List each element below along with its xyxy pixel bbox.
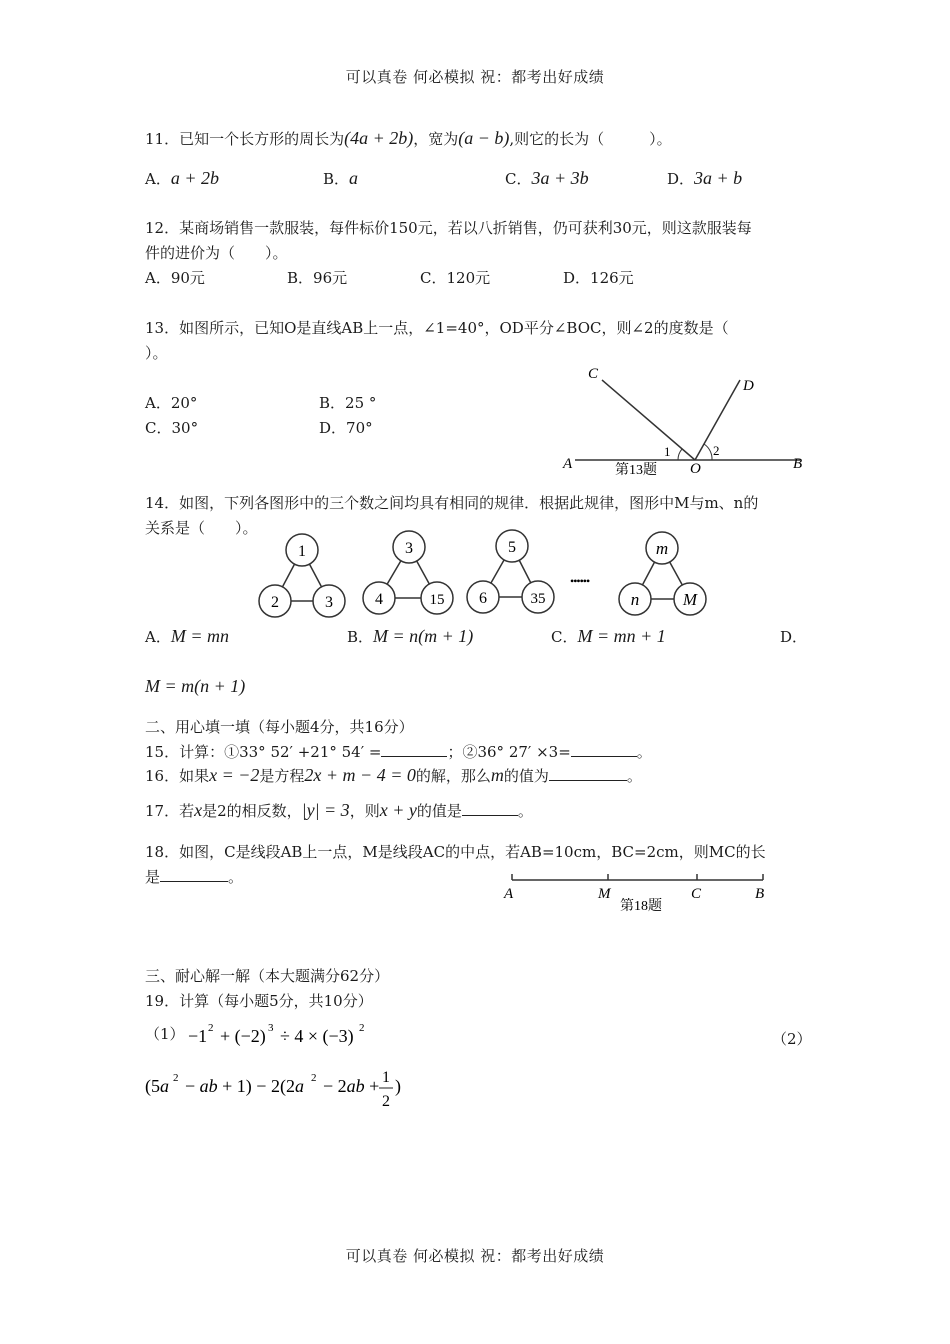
q17-part-a: 17．若 xyxy=(145,802,195,820)
angle-2-arc xyxy=(704,444,712,460)
q13-option-d[interactable]: D．70° xyxy=(319,419,373,437)
q12-option-c[interactable]: C．120元 xyxy=(420,269,491,287)
label-b: B xyxy=(793,456,803,472)
q17-abs: |y| = 3 xyxy=(301,800,350,820)
label-d: D xyxy=(743,378,754,394)
page-footer: 可以真卷 何必模拟 祝：都考出好成绩 xyxy=(345,1247,605,1265)
q17-part-e: 。 xyxy=(517,802,533,820)
q12-option-a[interactable]: A．90元 xyxy=(145,269,205,287)
t2-top: 3 xyxy=(405,540,413,557)
option-label: B． xyxy=(323,170,350,188)
q12-line1: 12．某商场销售一款服装，每件标价150元，若以八折销售，仍可获利30元，则这款服装每 xyxy=(145,219,752,237)
q13-line2: ）。 xyxy=(145,344,168,362)
svg-text:1: 1 xyxy=(382,1069,390,1086)
option-label: C． xyxy=(551,628,578,646)
t3-left: 6 xyxy=(479,590,487,607)
q18-part-a: 是 xyxy=(145,868,161,886)
option-label: C． xyxy=(505,170,532,188)
q13-line1: 13．如图所示，已知O是直线AB上一点，∠1=40°，OD平分∠BOC，则∠2的度数是（ xyxy=(145,319,729,337)
q17-part-b: 是2的相反数， xyxy=(202,802,302,820)
q11-stem: 11．已知一个长方形的周长为 xyxy=(145,130,345,148)
q17-part-c: ，则 xyxy=(349,802,380,820)
t2-left: 4 xyxy=(375,591,383,608)
svg-text:+ (−2): + (−2) xyxy=(220,1026,266,1046)
q19-part-1 xyxy=(145,1023,185,1044)
q19-expression-1 xyxy=(188,1018,408,1052)
svg-text:3: 3 xyxy=(268,1022,274,1034)
option-expr: 3a + b xyxy=(694,168,743,188)
q18-caption: 第18题 xyxy=(620,899,662,914)
section-2-title: 二、用心填一填（每小题4分，共16分） xyxy=(145,718,414,736)
q16-equation: 2x + m − 4 = 0 xyxy=(304,765,416,785)
question-11 xyxy=(145,128,672,149)
option-expr: 3a + 3b xyxy=(531,168,589,188)
q12-option-d[interactable]: D．126元 xyxy=(563,269,634,287)
q15-blank-1[interactable] xyxy=(381,742,447,757)
option-expr: a xyxy=(349,168,359,188)
ellipsis-dots: •••••• xyxy=(570,574,590,588)
q12-line2: 件的进价为（ ）。 xyxy=(145,244,288,262)
section-3-title: 三、耐心解一解（本大题满分62分） xyxy=(145,967,390,985)
angle-1-arc xyxy=(678,449,682,460)
q16-part-a: 16．如果 xyxy=(145,767,210,785)
option-expr: M = n(m + 1) xyxy=(373,626,474,646)
triangle-4 xyxy=(619,532,706,615)
svg-text:− ab + 1) − 2(2a: − ab + 1) − 2(2a xyxy=(185,1076,304,1096)
q18-figure xyxy=(498,868,778,918)
option-label: A． xyxy=(145,628,171,646)
q11-option-b[interactable] xyxy=(323,168,358,189)
q15-part-a: 15．计算：①33° 52′ +21° 54′ = xyxy=(145,743,382,761)
triangle-3 xyxy=(467,530,554,613)
q14-option-c[interactable] xyxy=(551,626,666,647)
t1-left: 2 xyxy=(271,594,279,611)
label-a: A xyxy=(504,886,514,902)
question-15 xyxy=(145,741,652,762)
q17-blank[interactable] xyxy=(462,801,518,816)
q19-part-2-label: （2） xyxy=(772,1030,812,1048)
q15-part-b: ；②36° 27′ ×3= xyxy=(447,743,571,761)
q16-part-c: 的解，那么 xyxy=(415,767,491,785)
q11-perimeter: (4a + 2b) xyxy=(344,128,414,148)
q14-option-b[interactable] xyxy=(347,626,473,647)
t3-right: 35 xyxy=(530,591,546,607)
q17-sum: x + y xyxy=(379,800,417,820)
t2-right: 15 xyxy=(429,592,445,608)
svg-text:): ) xyxy=(395,1076,401,1096)
q11-mid: ，宽为 xyxy=(413,130,459,148)
svg-text:2: 2 xyxy=(311,1072,317,1084)
svg-text:−1: −1 xyxy=(188,1026,208,1046)
q14-line1: 14．如图，下列各图形中的三个数之间均具有相同的规律．根据此规律，图形中M与m、n的 xyxy=(145,494,759,512)
q17-x: x xyxy=(194,800,203,820)
triangle-1 xyxy=(259,534,345,617)
q13-figure xyxy=(560,360,820,480)
q18-part-b: 。 xyxy=(228,868,244,886)
q11-tail: ,则它的长为（ ）。 xyxy=(509,130,672,148)
option-expr: M = mn xyxy=(170,626,229,646)
part-1-label: （1） xyxy=(145,1025,185,1043)
q13-option-b[interactable]: B．25 ° xyxy=(319,394,377,412)
q19-title: 19．计算（每小题5分，共10分） xyxy=(145,992,373,1010)
option-expr: a + 2b xyxy=(170,168,219,188)
label-angle-2: 2 xyxy=(713,443,720,458)
t1-right: 3 xyxy=(325,594,333,611)
option-label: D． xyxy=(780,628,808,646)
label-m: M xyxy=(598,886,611,902)
q16-part-e: 。 xyxy=(626,767,642,785)
q15-part-c: 。 xyxy=(636,743,652,761)
q11-option-d[interactable] xyxy=(667,168,742,189)
q14-option-d[interactable] xyxy=(780,626,807,647)
option-expr: M = mn + 1 xyxy=(577,626,666,646)
q13-option-c[interactable]: C．30° xyxy=(145,419,199,437)
svg-text:2: 2 xyxy=(382,1093,390,1110)
svg-text:÷ 4 × (−3): ÷ 4 × (−3) xyxy=(280,1026,354,1046)
label-c: C xyxy=(588,366,599,382)
q12-option-b[interactable]: B．96元 xyxy=(287,269,348,287)
t3-top: 5 xyxy=(508,539,516,556)
svg-text:2: 2 xyxy=(173,1072,179,1084)
t4-right: M xyxy=(682,590,698,609)
option-label: B． xyxy=(347,628,374,646)
q11-option-c[interactable] xyxy=(505,168,589,189)
t4-left: n xyxy=(630,590,640,609)
q18-line1: 18．如图，C是线段AB上一点，M是线段AC的中点，若AB=10cm，BC=2cm，则MC的长 xyxy=(145,843,766,861)
q18-blank[interactable] xyxy=(160,867,228,882)
q16-part-d: 的值为 xyxy=(503,767,549,785)
q17-part-d: 的值是 xyxy=(416,802,462,820)
q16-part-b: 是方程 xyxy=(259,767,305,785)
label-o: O xyxy=(690,461,701,477)
label-c: C xyxy=(691,886,702,902)
q11-width: (a − b) xyxy=(458,128,510,148)
svg-text:− 2ab +: − 2ab + xyxy=(323,1076,380,1096)
label-angle-1: 1 xyxy=(664,444,671,459)
svg-text:2: 2 xyxy=(359,1022,365,1034)
q13-caption: 第13题 xyxy=(615,463,657,478)
q11-option-a[interactable] xyxy=(145,168,219,189)
q14-option-a[interactable] xyxy=(145,626,229,647)
q18-line2 xyxy=(145,866,243,887)
q19-expression-2 xyxy=(145,1066,425,1116)
q14-figure xyxy=(250,525,720,625)
question-17 xyxy=(145,800,533,821)
triangle-2 xyxy=(363,531,453,614)
ray-oc xyxy=(602,380,695,460)
q16-x: x = −2 xyxy=(209,765,260,785)
q13-option-a[interactable]: A．20° xyxy=(145,394,198,412)
q15-blank-2[interactable] xyxy=(571,742,637,757)
svg-text:2: 2 xyxy=(208,1022,214,1034)
q16-m: m xyxy=(490,765,504,785)
q14-option-d-expr: M = m(n + 1) xyxy=(145,676,246,696)
label-a: A xyxy=(563,456,573,472)
q16-blank[interactable] xyxy=(549,766,627,781)
svg-text:(5a: (5a xyxy=(145,1076,169,1096)
option-label: D． xyxy=(667,170,695,188)
t1-top: 1 xyxy=(298,543,306,560)
q14-line2: 关系是（ ）。 xyxy=(145,519,258,537)
t4-top: m xyxy=(655,539,669,558)
question-16 xyxy=(145,765,642,786)
label-b: B xyxy=(755,886,765,902)
page-header: 可以真卷 何必模拟 祝：都考出好成绩 xyxy=(345,68,605,86)
option-label: A． xyxy=(145,170,171,188)
